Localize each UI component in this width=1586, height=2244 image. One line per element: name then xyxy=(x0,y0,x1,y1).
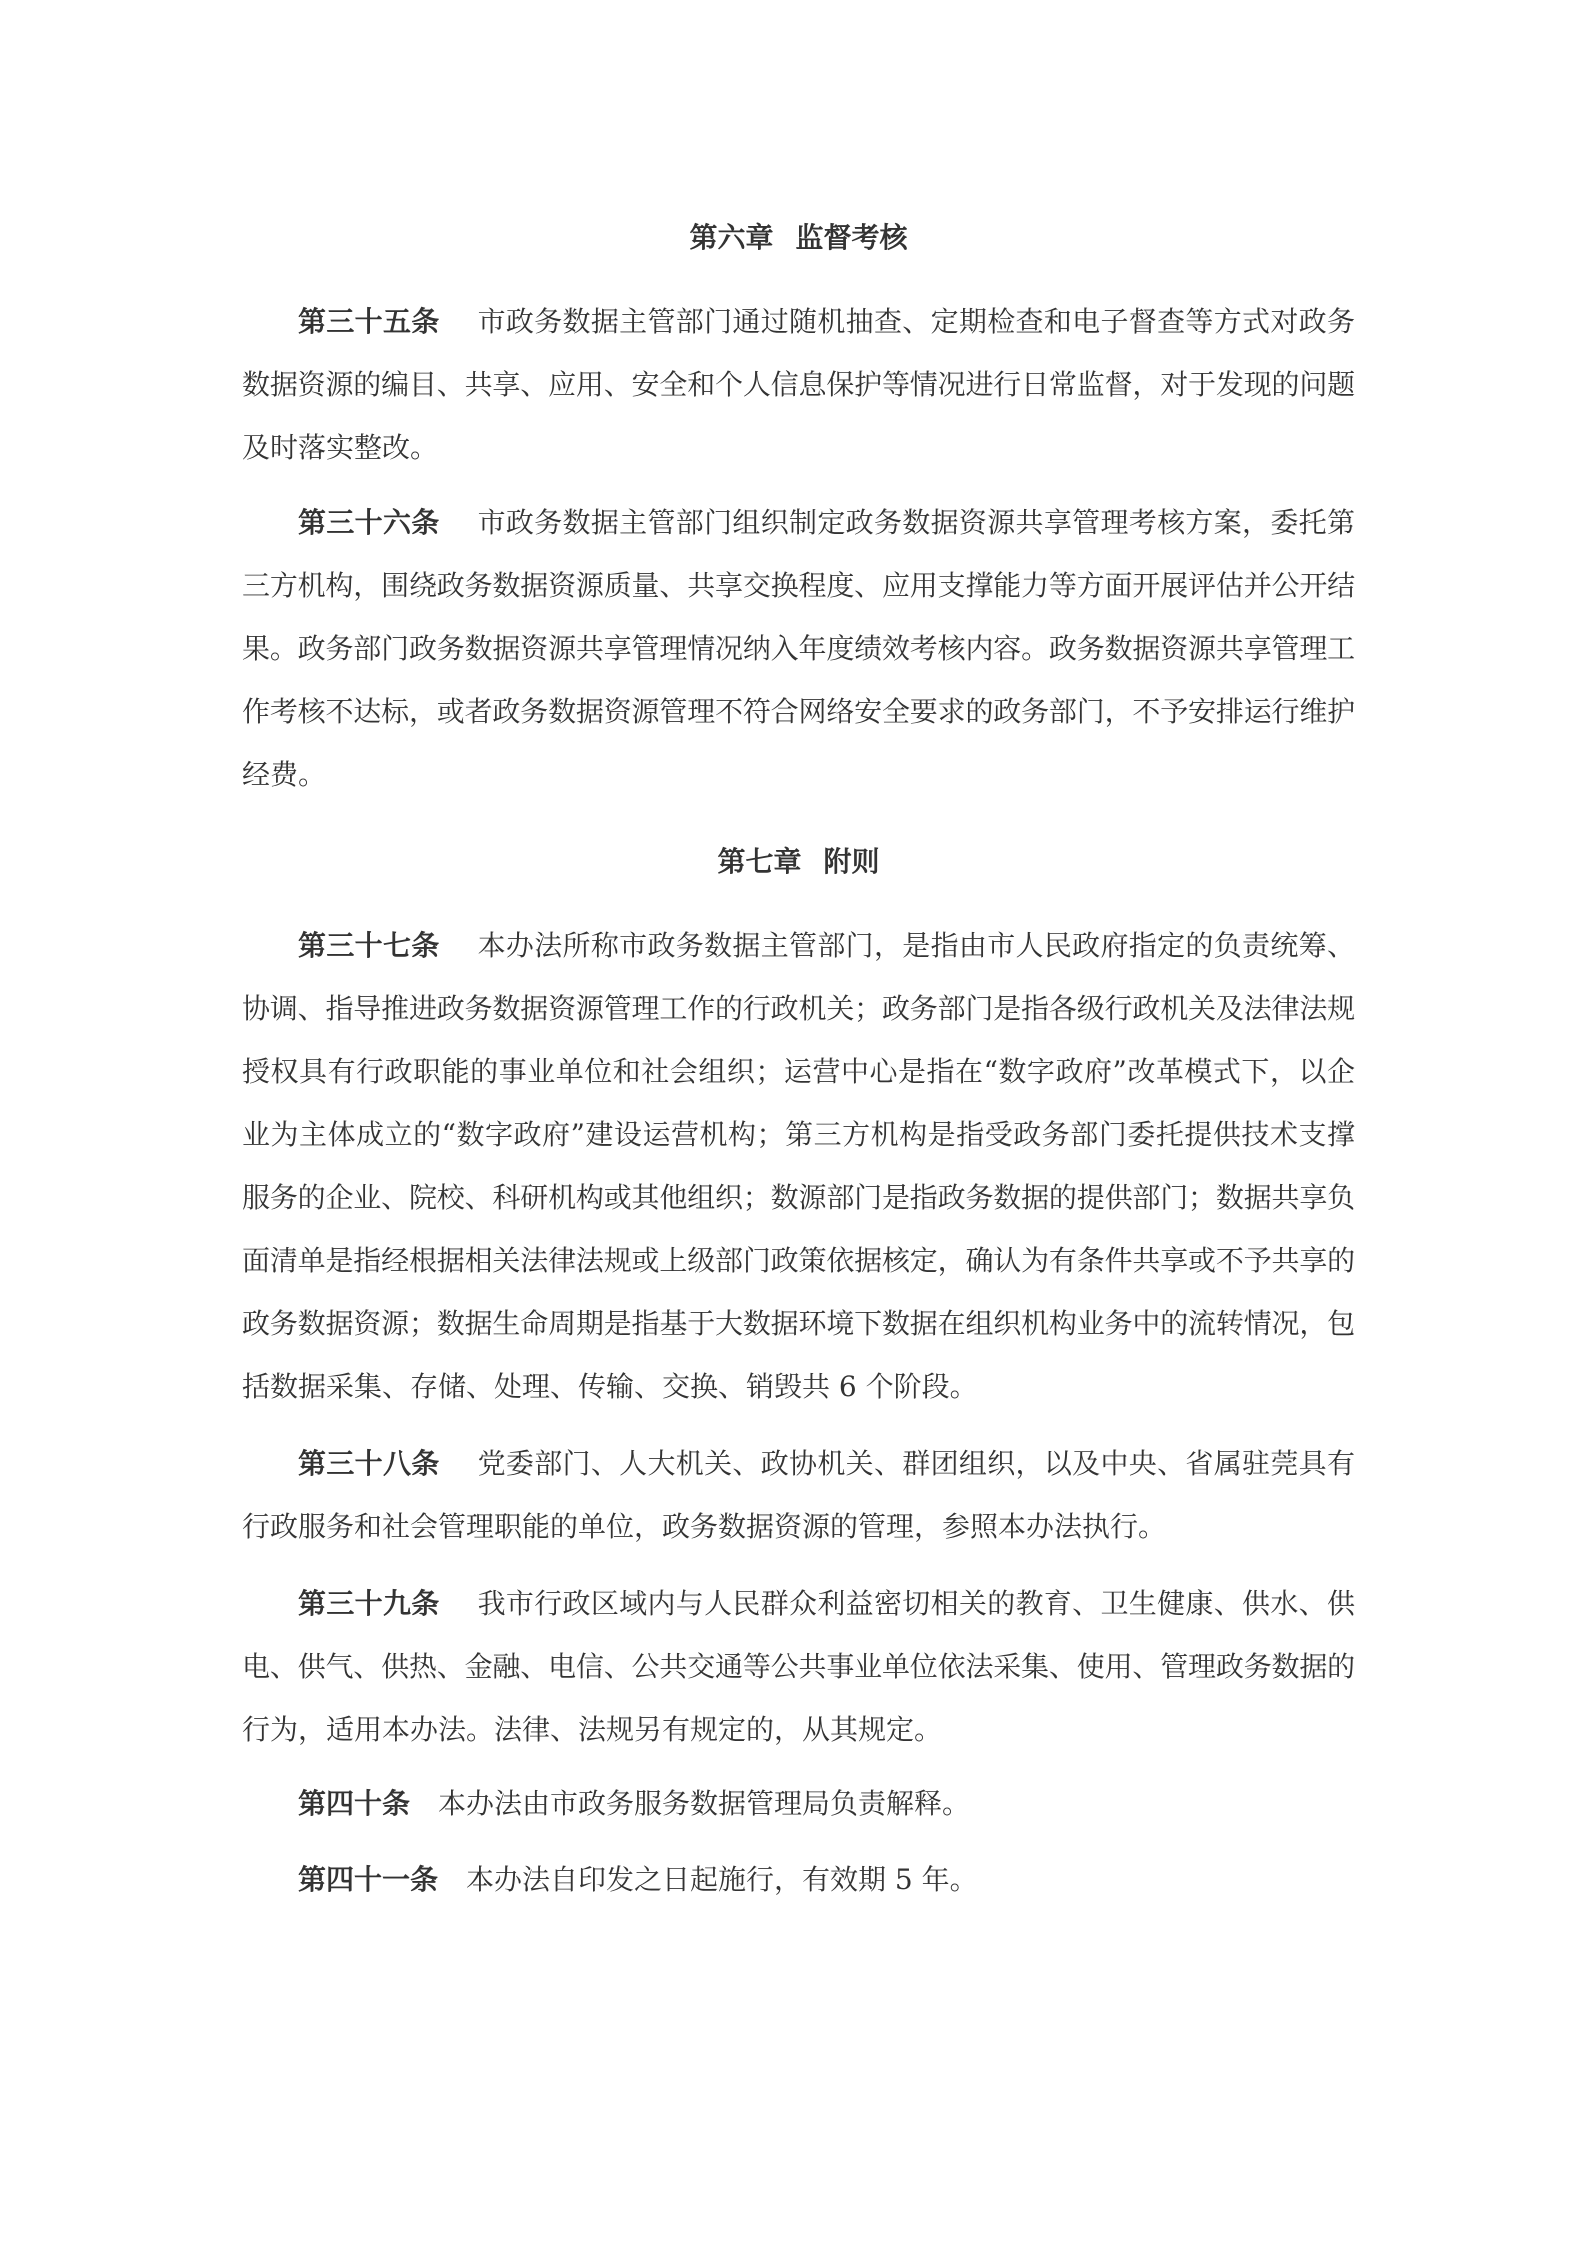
text-line xyxy=(242,1848,1355,1911)
article-text: 及时落实整改。 xyxy=(242,431,439,464)
article-text: 行政服务和社会管理职能的单位，政务数据资源的管理，参照本办法执行。 xyxy=(242,1510,1167,1543)
article-text: 授权具有行政职能的事业单位和社会组织；运营中心是指在“数字政府”改革模式下，以企 xyxy=(242,1055,1355,1088)
chapter-number: 第六章 xyxy=(689,221,774,254)
text-line xyxy=(242,416,1355,479)
article-39 xyxy=(242,1572,1355,1761)
text-line xyxy=(242,353,1355,416)
article-text: 政务数据资源；数据生命周期是指基于大数据环境下数据在组织机构业务中的流转情况，包 xyxy=(242,1307,1356,1340)
article-text: 本办法所称市政务数据主管部门，是指由市人民政府指定的负责统筹、 xyxy=(477,929,1355,962)
document-page xyxy=(242,206,1355,1911)
text-line xyxy=(242,1355,1355,1418)
text-line xyxy=(242,680,1355,743)
article-40 xyxy=(242,1772,1355,1835)
text-line xyxy=(242,491,1355,554)
article-text: 本办法自印发之日起施行，有效期 5 年。 xyxy=(466,1863,978,1896)
text-line xyxy=(242,290,1355,353)
text-line xyxy=(242,743,1355,806)
article-36 xyxy=(242,491,1355,806)
article-label: 第三十九条 xyxy=(298,1587,440,1620)
article-41 xyxy=(242,1848,1355,1911)
article-text: 市政务数据主管部门组织制定政务数据资源共享管理考核方案，委托第 xyxy=(477,506,1355,539)
chapter-title: 监督考核 xyxy=(795,221,908,254)
text-line xyxy=(242,1772,1355,1835)
article-text: 经费。 xyxy=(242,758,327,791)
article-text: 业为主体成立的“数字政府”建设运营机构；第三方机构是指受政务部门委托提供技术支撑 xyxy=(242,1118,1355,1151)
article-text: 果。政务部门政务数据资源共享管理情况纳入年度绩效考核内容。政务数据资源共享管理工 xyxy=(242,632,1356,665)
article-label: 第四十一条 xyxy=(298,1863,439,1896)
text-line xyxy=(242,617,1355,680)
chapter-number: 第七章 xyxy=(717,845,802,878)
chapter-title: 附则 xyxy=(823,845,880,878)
text-line xyxy=(242,554,1355,617)
article-label: 第三十八条 xyxy=(298,1447,440,1480)
chapter-6-heading xyxy=(242,206,1355,269)
article-38 xyxy=(242,1432,1355,1558)
text-line xyxy=(242,1572,1355,1635)
text-line xyxy=(242,1495,1355,1558)
article-text: 行为，适用本办法。法律、法规另有规定的，从其规定。 xyxy=(242,1713,943,1746)
article-text: 数据资源的编目、共享、应用、安全和个人信息保护等情况进行日常监督，对于发现的问题 xyxy=(242,368,1356,401)
text-line xyxy=(242,1229,1355,1292)
text-line xyxy=(242,1292,1355,1355)
text-line xyxy=(242,1432,1355,1495)
article-text: 作考核不达标，或者政务数据资源管理不符合网络安全要求的政务部门，不予安排运行维护 xyxy=(242,695,1356,728)
text-line xyxy=(242,1635,1355,1698)
article-text: 我市行政区域内与人民群众利益密切相关的教育、卫生健康、供水、供 xyxy=(477,1587,1355,1620)
article-text: 本办法由市政务服务数据管理局负责解释。 xyxy=(438,1787,971,1820)
article-label: 第三十七条 xyxy=(298,929,440,962)
article-text: 面清单是指经根据相关法律法规或上级部门政策依据核定，确认为有条件共享或不予共享的 xyxy=(242,1244,1356,1277)
article-label: 第四十条 xyxy=(298,1787,411,1820)
text-line xyxy=(242,1103,1355,1166)
article-label: 第三十五条 xyxy=(298,305,440,338)
article-35 xyxy=(242,290,1355,479)
chapter-6-body xyxy=(242,290,1355,806)
article-text: 协调、指导推进政务数据资源管理工作的行政机关；政务部门是指各级行政机关及法律法规 xyxy=(242,992,1356,1025)
article-text: 电、供气、供热、金融、电信、公共交通等公共事业单位依法采集、使用、管理政务数据的 xyxy=(242,1650,1356,1683)
article-text: 服务的企业、院校、科研机构或其他组织；数源部门是指政务数据的提供部门；数据共享负 xyxy=(242,1181,1356,1214)
article-37 xyxy=(242,914,1355,1418)
text-line xyxy=(242,914,1355,977)
chapter-7-body xyxy=(242,914,1355,1911)
chapter-7-heading xyxy=(242,830,1355,893)
article-text: 市政务数据主管部门通过随机抽查、定期检查和电子督查等方式对政务 xyxy=(477,305,1355,338)
text-line xyxy=(242,1698,1355,1761)
article-text: 三方机构，围绕政务数据资源质量、共享交换程度、应用支撑能力等方面开展评估并公开结 xyxy=(242,569,1356,602)
text-line xyxy=(242,1166,1355,1229)
article-label: 第三十六条 xyxy=(298,506,440,539)
text-line xyxy=(242,977,1355,1040)
text-line xyxy=(242,1040,1355,1103)
article-text: 括数据采集、存储、处理、传输、交换、销毁共 6 个阶段。 xyxy=(242,1370,978,1403)
article-text: 党委部门、人大机关、政协机关、群团组织，以及中央、省属驻莞具有 xyxy=(477,1447,1355,1480)
